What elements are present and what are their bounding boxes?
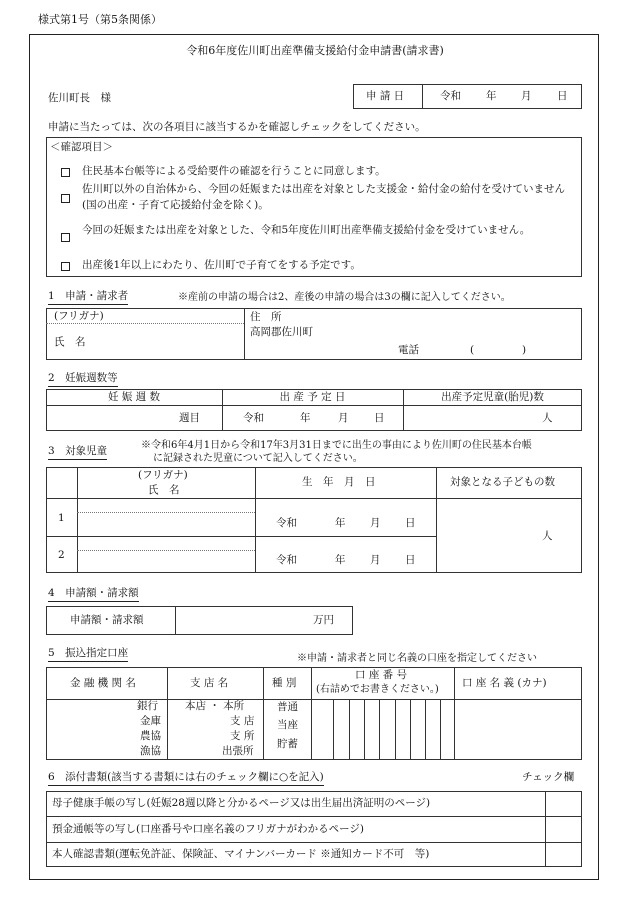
child1-day: 日 bbox=[405, 517, 416, 529]
bank-type-option[interactable]: 金庫 bbox=[140, 715, 161, 727]
child1-month: 月 bbox=[370, 517, 381, 529]
applicant-phone-label: 電話 bbox=[398, 344, 419, 356]
applicant-address-value: 高岡郡佐川町 bbox=[250, 326, 313, 338]
account-type-option[interactable]: 当座 bbox=[277, 719, 298, 731]
amount-label: 申請額・請求額 bbox=[70, 614, 144, 626]
due-era: 令和 bbox=[243, 412, 264, 424]
amount-field[interactable] bbox=[178, 608, 308, 633]
account-type-header: 種 別 bbox=[272, 677, 297, 689]
confirm-checkbox-2[interactable] bbox=[61, 194, 70, 203]
due-year: 年 bbox=[300, 412, 311, 424]
amount-unit: 万円 bbox=[313, 614, 334, 626]
confirm-checkbox-3[interactable] bbox=[61, 233, 70, 242]
due-day: 日 bbox=[374, 412, 385, 424]
child-name-header: 氏 名 bbox=[148, 484, 180, 496]
bank-type-option[interactable]: 農協 bbox=[140, 730, 161, 742]
branch-type-option[interactable]: 出張所 bbox=[222, 745, 254, 757]
child-count-unit: 人 bbox=[542, 530, 553, 542]
date-label: 申 請 日 bbox=[366, 90, 405, 102]
form-number: 様式第1号（第5条関係） bbox=[38, 13, 162, 26]
branch-type-option[interactable]: 本店 ・ 本所 bbox=[185, 700, 245, 712]
child2-era: 令和 bbox=[276, 554, 297, 566]
section3-note-2: に記録された児童について記入してください。 bbox=[153, 453, 363, 464]
confirm-item-4: 出産後1年以上にわたり、佐川町で子育てをする予定です。 bbox=[82, 259, 361, 271]
section3-heading: 3 対象児童 bbox=[48, 445, 107, 460]
attachment-check-cell[interactable] bbox=[546, 817, 581, 841]
child-furigana-header: (フリガナ) bbox=[138, 469, 188, 481]
intro-text: 申請に当たっては、次の各項目に該当するかを確認しチェックをしてください。 bbox=[48, 121, 426, 133]
bank-type-option[interactable]: 漁協 bbox=[140, 745, 161, 757]
weeks-header: 妊 娠 週 数 bbox=[107, 391, 160, 403]
confirm-item-3: 今回の妊娠または出産を対象とした、令和5年度佐川町出産準備支援給付金を受けていません。 bbox=[82, 224, 531, 236]
attachment-doc: 母子健康手帳の写し(妊娠28週以降と分かるページ又は出生届出済証明のページ) bbox=[52, 797, 431, 809]
applicant-name-label: 氏 名 bbox=[54, 336, 86, 348]
child1-year: 年 bbox=[335, 517, 346, 529]
account-type-option[interactable]: 貯蓄 bbox=[277, 738, 298, 750]
due-month: 月 bbox=[338, 412, 349, 424]
attachment-check-cell[interactable] bbox=[546, 843, 581, 866]
expected-count-unit: 人 bbox=[542, 412, 553, 424]
due-date-header: 出 産 予 定 日 bbox=[279, 391, 346, 403]
applicant-name-field[interactable] bbox=[110, 326, 240, 356]
phone-paren-open: ( bbox=[470, 344, 475, 356]
confirm-item-2: 佐川町以外の自治体から、今回の妊娠または出産を対象とした支援金・給付金の給付を受けていません(国の出産・子育て応援給付金を除く)。 bbox=[82, 183, 565, 211]
attachment-doc: 預金通帳等の写し(口座番号や口座名義のフリガナがわかるページ) bbox=[52, 823, 364, 835]
confirm-checkbox-1[interactable] bbox=[61, 168, 70, 177]
date-year: 年 bbox=[486, 90, 497, 102]
bank-type-option[interactable]: 銀行 bbox=[137, 700, 158, 712]
section6-heading: 6 添付書類(該当する書類には右のチェック欄に○を記入) bbox=[48, 771, 324, 786]
applicant-furigana-label: (フリガナ) bbox=[54, 310, 104, 322]
child2-year: 年 bbox=[335, 554, 346, 566]
form-title: 令和6年度佐川町出産準備支援給付金申請書(請求書) bbox=[186, 44, 444, 57]
bank-name-header: 金 融 機 関 名 bbox=[70, 677, 136, 689]
branch-type-option[interactable]: 支 店 bbox=[230, 715, 255, 727]
section5-heading: 5 振込指定口座 bbox=[48, 647, 128, 662]
addressee: 佐川町長 様 bbox=[48, 92, 111, 104]
expected-count-header: 出産予定児童(胎児)数 bbox=[441, 391, 544, 403]
account-number-header: 口 座 番 号 bbox=[355, 669, 408, 681]
section3-note-1: ※令和6年4月1日から令和17年3月31日までに出生の事由により佐川町の住民基本台帳 bbox=[141, 440, 532, 451]
account-type-option[interactable]: 普通 bbox=[277, 701, 298, 713]
section5-note: ※申請・請求者と同じ名義の口座を指定してください bbox=[297, 653, 537, 664]
child2-day: 日 bbox=[405, 554, 416, 566]
applicant-address-label: 住 所 bbox=[250, 311, 282, 323]
child1-era: 令和 bbox=[276, 517, 297, 529]
confirm-heading: ＜確認項目＞ bbox=[50, 141, 113, 153]
check-column-label: チェック欄 bbox=[522, 771, 575, 783]
confirm-item-1: 住民基本台帳等による受給要件の確認を行うことに同意します。 bbox=[82, 165, 386, 177]
confirm-checkbox-4[interactable] bbox=[61, 262, 70, 271]
child2-month: 月 bbox=[370, 554, 381, 566]
account-holder-header: 口 座 名 義 (カナ) bbox=[462, 677, 547, 689]
attachment-check-cell[interactable] bbox=[546, 792, 581, 815]
attachment-doc: 本人確認書類(運転免許証、保険証、マイナンバーカード ※通知カード不可 等) bbox=[52, 848, 430, 860]
child-count-header: 対象となる子どもの数 bbox=[450, 476, 555, 488]
section1-heading: 1 申請・請求者 bbox=[48, 290, 128, 305]
phone-paren-close: ) bbox=[522, 344, 527, 356]
section1-note: ※産前の申請の場合は2、産後の申請の場合は3の欄に記入してください。 bbox=[178, 292, 511, 303]
date-era: 令和 bbox=[440, 90, 461, 102]
branch-header: 支 店 名 bbox=[190, 677, 229, 689]
date-month: 月 bbox=[521, 90, 532, 102]
branch-type-option[interactable]: 支 所 bbox=[230, 730, 255, 742]
child-row-number: 1 bbox=[58, 512, 65, 524]
account-number-subheader: (右詰めでお書きください。) bbox=[316, 684, 439, 695]
section4-heading: 4 申請額・請求額 bbox=[48, 587, 139, 602]
section2-heading: 2 妊娠週数等 bbox=[48, 372, 118, 387]
child-row-number: 2 bbox=[58, 549, 65, 561]
date-day: 日 bbox=[557, 90, 568, 102]
child-dob-header: 生 年 月 日 bbox=[302, 476, 376, 488]
weeks-unit: 週目 bbox=[179, 412, 200, 424]
